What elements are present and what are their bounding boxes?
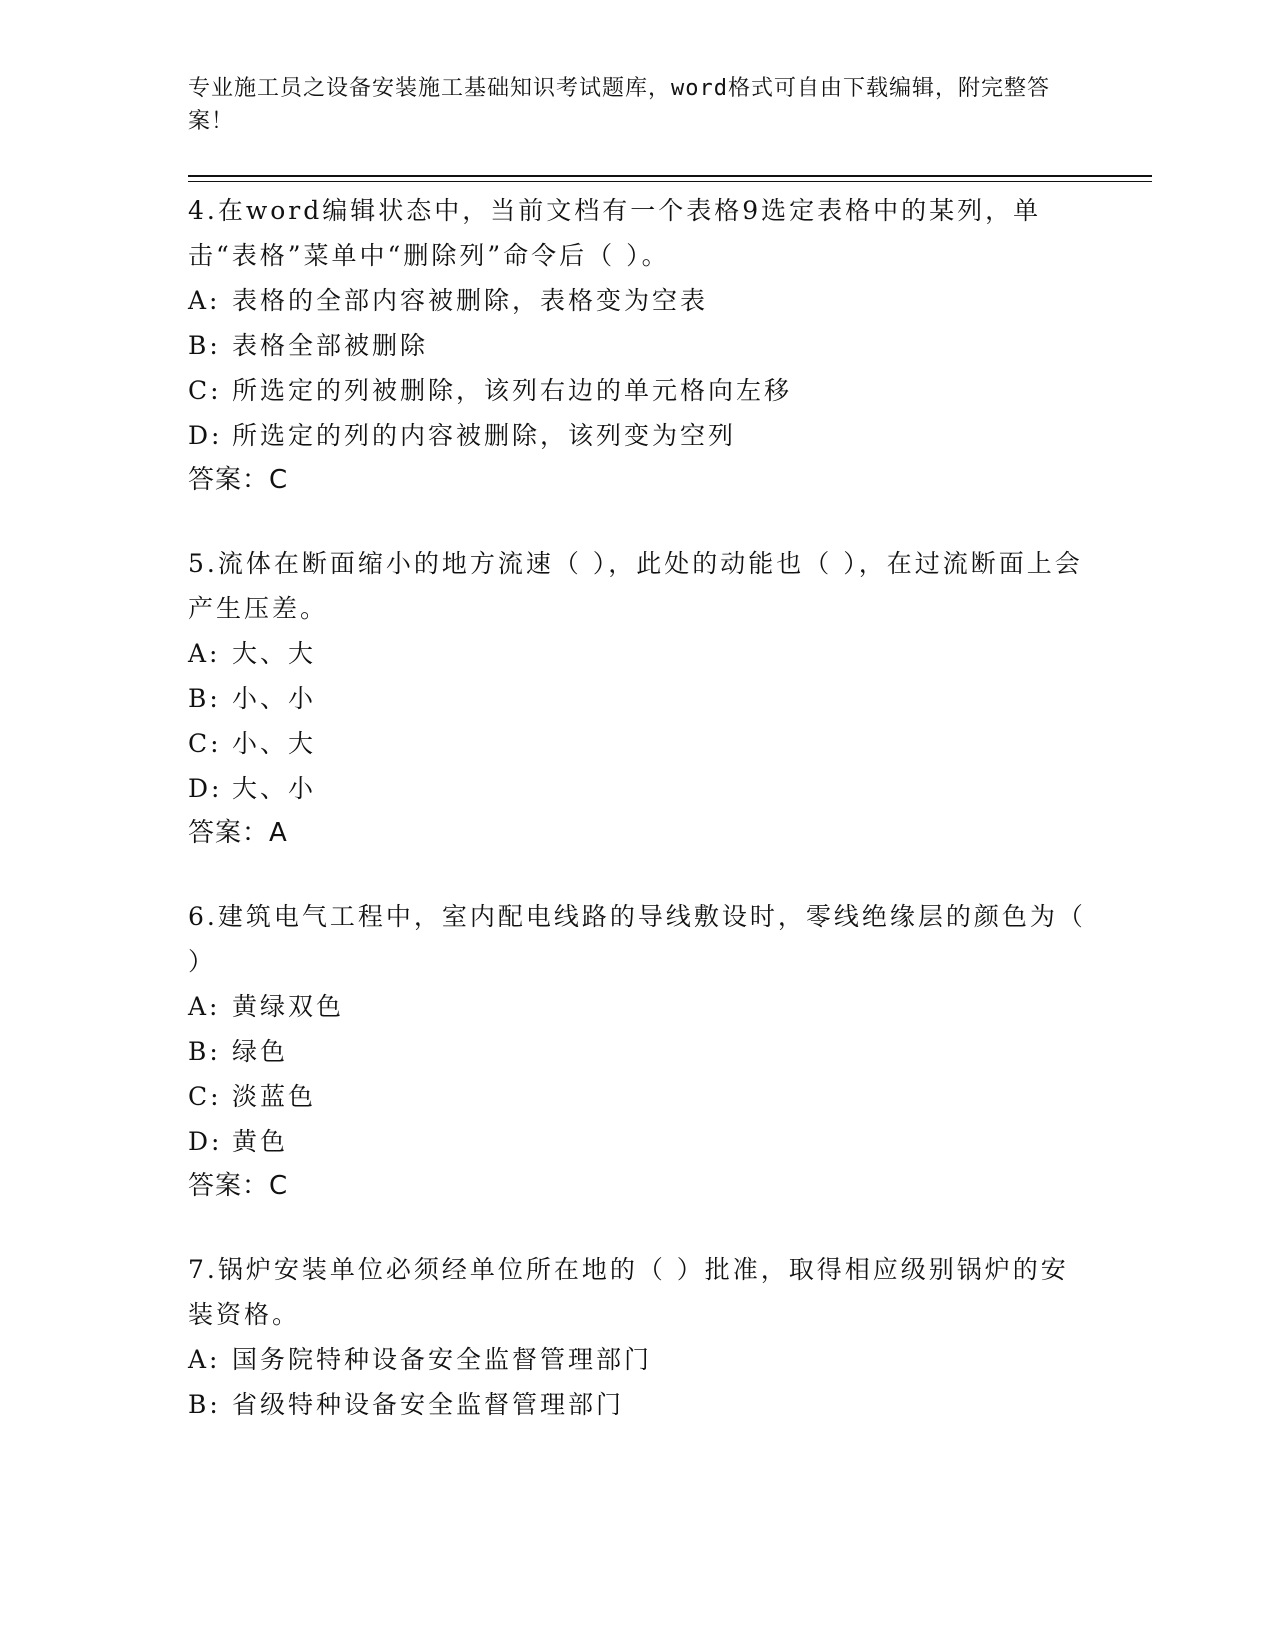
option-text: 黄色 (232, 1127, 289, 1156)
option-b (188, 1382, 1088, 1427)
option-c (188, 1074, 1088, 1119)
question-4 (188, 188, 1088, 503)
option-b (188, 323, 1088, 368)
option-text: 所选定的列的内容被删除，该列变为空列 (232, 421, 737, 450)
question-6 (188, 894, 1088, 1209)
option-letter: B: (188, 331, 221, 360)
header-rule-thin (188, 181, 1152, 182)
option-text: 省级特种设备安全监督管理部门 (232, 1390, 625, 1419)
option-b (188, 676, 1088, 721)
option-text: 大、大 (232, 639, 317, 668)
option-a (188, 1337, 1088, 1382)
option-text: 所选定的列被删除，该列右边的单元格向左移 (232, 376, 793, 405)
option-d (188, 413, 1088, 458)
question-5 (188, 541, 1088, 856)
option-letter: D: (188, 1127, 223, 1156)
question-list (188, 188, 1088, 1465)
option-d (188, 766, 1088, 811)
option-letter: A: (188, 992, 221, 1021)
option-letter: B: (188, 1037, 221, 1066)
option-c (188, 721, 1088, 766)
option-letter: A: (188, 286, 221, 315)
answer-line: 答案：C (188, 1171, 289, 1201)
option-letter: A: (188, 1345, 221, 1374)
question-text: 7.锅炉安装单位必须经单位所在地的（ ）批准，取得相应级别锅炉的安装资格。 (188, 1255, 1069, 1329)
option-text: 大、小 (232, 774, 317, 803)
option-letter: C: (188, 376, 222, 405)
option-d (188, 1119, 1088, 1164)
option-letter: A: (188, 639, 221, 668)
option-b (188, 1029, 1088, 1074)
option-letter: B: (188, 1390, 221, 1419)
option-text: 淡蓝色 (232, 1082, 317, 1111)
option-text: 绿色 (232, 1037, 289, 1066)
answer-line: 答案：C (188, 465, 289, 495)
option-c (188, 368, 1088, 413)
option-text: 国务院特种设备安全监督管理部门 (232, 1345, 653, 1374)
option-text: 表格的全部内容被删除，表格变为空表 (232, 286, 709, 315)
question-text: 4.在word编辑状态中，当前文档有一个表格9选定表格中的某列，单击“表格”菜单中“删除列”命令后（ ）。 (188, 196, 1042, 270)
question-7 (188, 1247, 1088, 1427)
option-letter: B: (188, 684, 221, 713)
option-text: 表格全部被删除 (232, 331, 429, 360)
question-text: 6.建筑电气工程中，室内配电线路的导线敷设时，零线绝缘层的颜色为（ ） (188, 902, 1086, 976)
option-letter: D: (188, 421, 223, 450)
header-rule-thick (188, 175, 1152, 177)
page-header: 专业施工员之设备安装施工基础知识考试题库，word格式可自由下载编辑，附完整答案！ (188, 76, 1050, 134)
option-letter: C: (188, 729, 222, 758)
option-text: 小、大 (232, 729, 317, 758)
option-a (188, 631, 1088, 676)
option-a (188, 984, 1088, 1029)
option-a (188, 278, 1088, 323)
option-text: 黄绿双色 (232, 992, 345, 1021)
question-text: 5.流体在断面缩小的地方流速（ ），此处的动能也（ ），在过流断面上会产生压差。 (188, 549, 1083, 623)
option-letter: C: (188, 1082, 222, 1111)
option-text: 小、小 (232, 684, 317, 713)
answer-line: 答案：A (188, 818, 288, 848)
option-letter: D: (188, 774, 223, 803)
